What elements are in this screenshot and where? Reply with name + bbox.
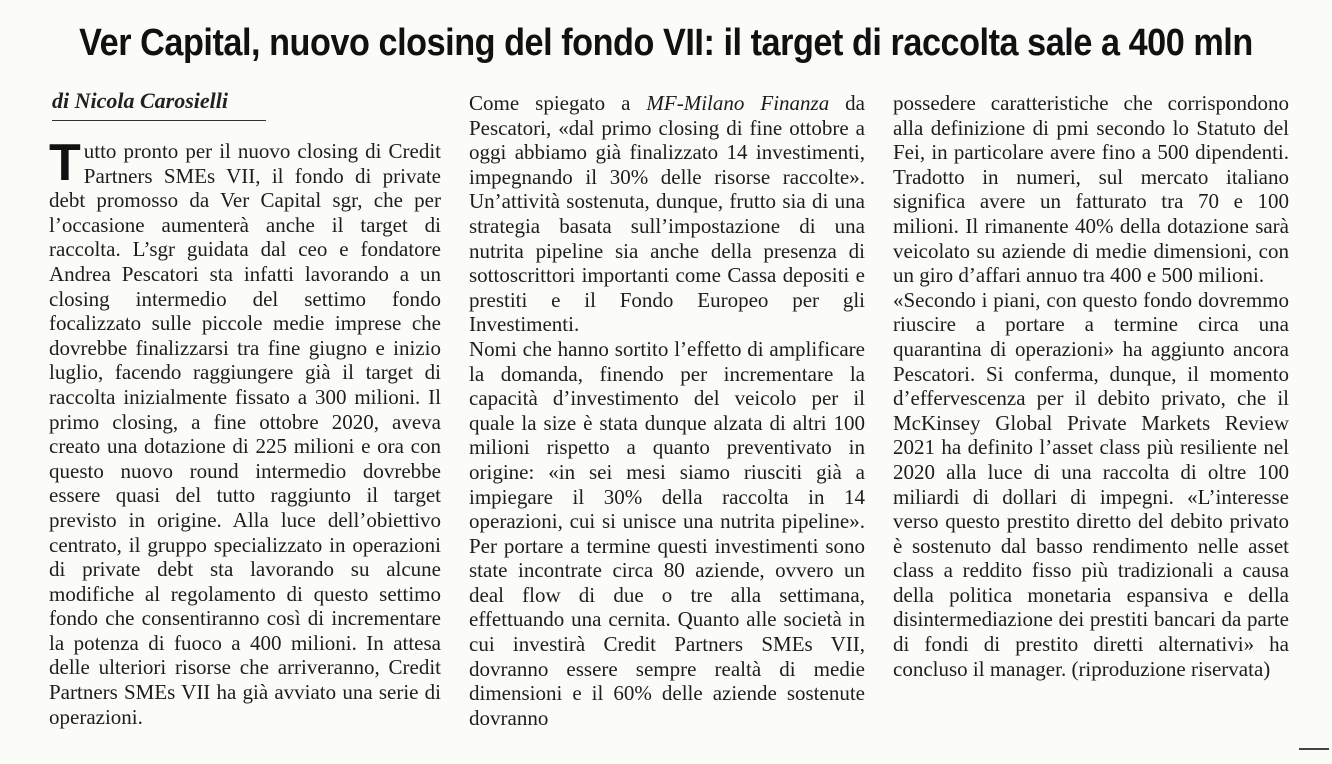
byline-rule	[52, 120, 266, 121]
headline: Ver Capital, nuovo closing del fondo VII: il target di raccolta sale a 400 mln	[79, 22, 1253, 64]
column-1-paragraph-1-text: utto pronto per il nuovo closing di Credit Partners SMEs VII, il fondo di private debt promosso da Ver Capital sgr, che per l’occasione aumenterà anche il target di raccolta. L’sgr guidata dal ceo e fondatore Andrea Pescatori sta infatti lavorando a un closing intermedio del settimo fondo focalizzato sulle piccole medie imprese che dovrebbe finalizzarsi tra fine giugno e inizio luglio, facendo raggiungere già il target di raccolta inizialmente fissato a 300 milioni. Il primo closing, a fine ottobre 2020, aveva creato una dotazione di 225 milioni e ora con questo nuovo round intermedio dovrebbe essere quasi del tutto raggiunto il target previsto in origine. Alla luce dell’obiettivo centrato, il gruppo specializzato in operazioni di private debt sta lavorando su alcune modifiche al regolamento di questo settimo fondo che consentiranno così di incrementare la potenza di fuoco a 400 milioni. In attesa delle ulteriori risorse che arriveranno, Credit Partners SMEs VII ha già avviato una serie di operazioni.	[49, 139, 441, 729]
column-3-paragraph-1: possedere caratteristiche che corrispondono alla definizione di pmi secondo lo Statuto del Fei, in particolare avere fino a 500 dipendenti. Tradotto in numeri, sul mercato italiano significa avere un fatturato tra 70 e 100 milioni. Il rimanente 40% della dotazione sarà veicolato su aziende di medie dimensioni, con un giro d’affari annuo tra 400 e 500 milioni.	[893, 91, 1289, 288]
column-2-paragraph-1-post: da Pescatori, «dal primo closing di fine ottobre a oggi abbiamo già finalizzato 14 investimenti, impegnando il 30% delle risorse raccolte». Un’attività sostenuta, dunque, frutto sia di una strategia basata sull’impostazione di una nutrita pipeline sia anche della presenza di sottoscrittori importanti come Cassa depositi e prestiti e il Fondo Europeo per gli Investimenti.	[469, 91, 866, 337]
edge-mark	[1299, 748, 1329, 750]
byline: di Nicola Carosielli	[52, 88, 228, 113]
column-2-paragraph-1	[469, 91, 865, 337]
article-column-3	[893, 91, 1289, 681]
column-2-paragraph-2: Nomi che hanno sortito l’effetto di amplificare la domanda, finendo per incrementare la capacità d’investimento del veicolo per il quale la size è stata dunque alzata di altri 100 milioni rispetto a quanto preventivato in origine: «in sei mesi siamo riusciti già a impiegare il 30% della raccolta in 14 operazioni, cui si unisce una nutrita pipeline». Per portare a termine questi investimenti sono state incontrate circa 80 aziende, ovvero un deal flow di due o tre alla settimana, effettuando una cernita. Quanto alle società in cui investirà Credit Partners SMEs VII, dovranno essere sempre realtà di medie dimensioni e il 60% delle aziende sostenute dovranno	[469, 336, 865, 730]
article-column-1	[49, 134, 441, 729]
column-3-paragraph-2: «Secondo i piani, con questo fondo dovremmo riuscire a portare a termine circa una quarantina di operazioni» ha aggiunto ancora Pescatori. Si conferma, dunque, il momento d’effervescenza per il debito privato, che il McKinsey Global Private Markets Review 2021 ha definito l’asset class più resiliente nel 2020 alla luce di una raccolta di oltre 100 miliardi di dollari di impegni. «L’interesse verso questo prestito diretto del debito privato è sostenuto dal basso rendimento nelle asset class a reddito fisso più tradizionali a causa della politica monetaria espansiva e della disintermediazione dei prestiti bancari da parte di fondi di prestito diretti alternativi» ha concluso il manager. (riproduzione riservata)	[893, 287, 1289, 681]
column-1-paragraph-1	[49, 134, 441, 729]
drop-cap: T	[49, 134, 81, 192]
publication-name: MF-Milano Finanza	[646, 91, 830, 115]
article-column-2	[469, 91, 865, 730]
column-2-paragraph-1-pre: Come spiegato a	[469, 91, 647, 115]
